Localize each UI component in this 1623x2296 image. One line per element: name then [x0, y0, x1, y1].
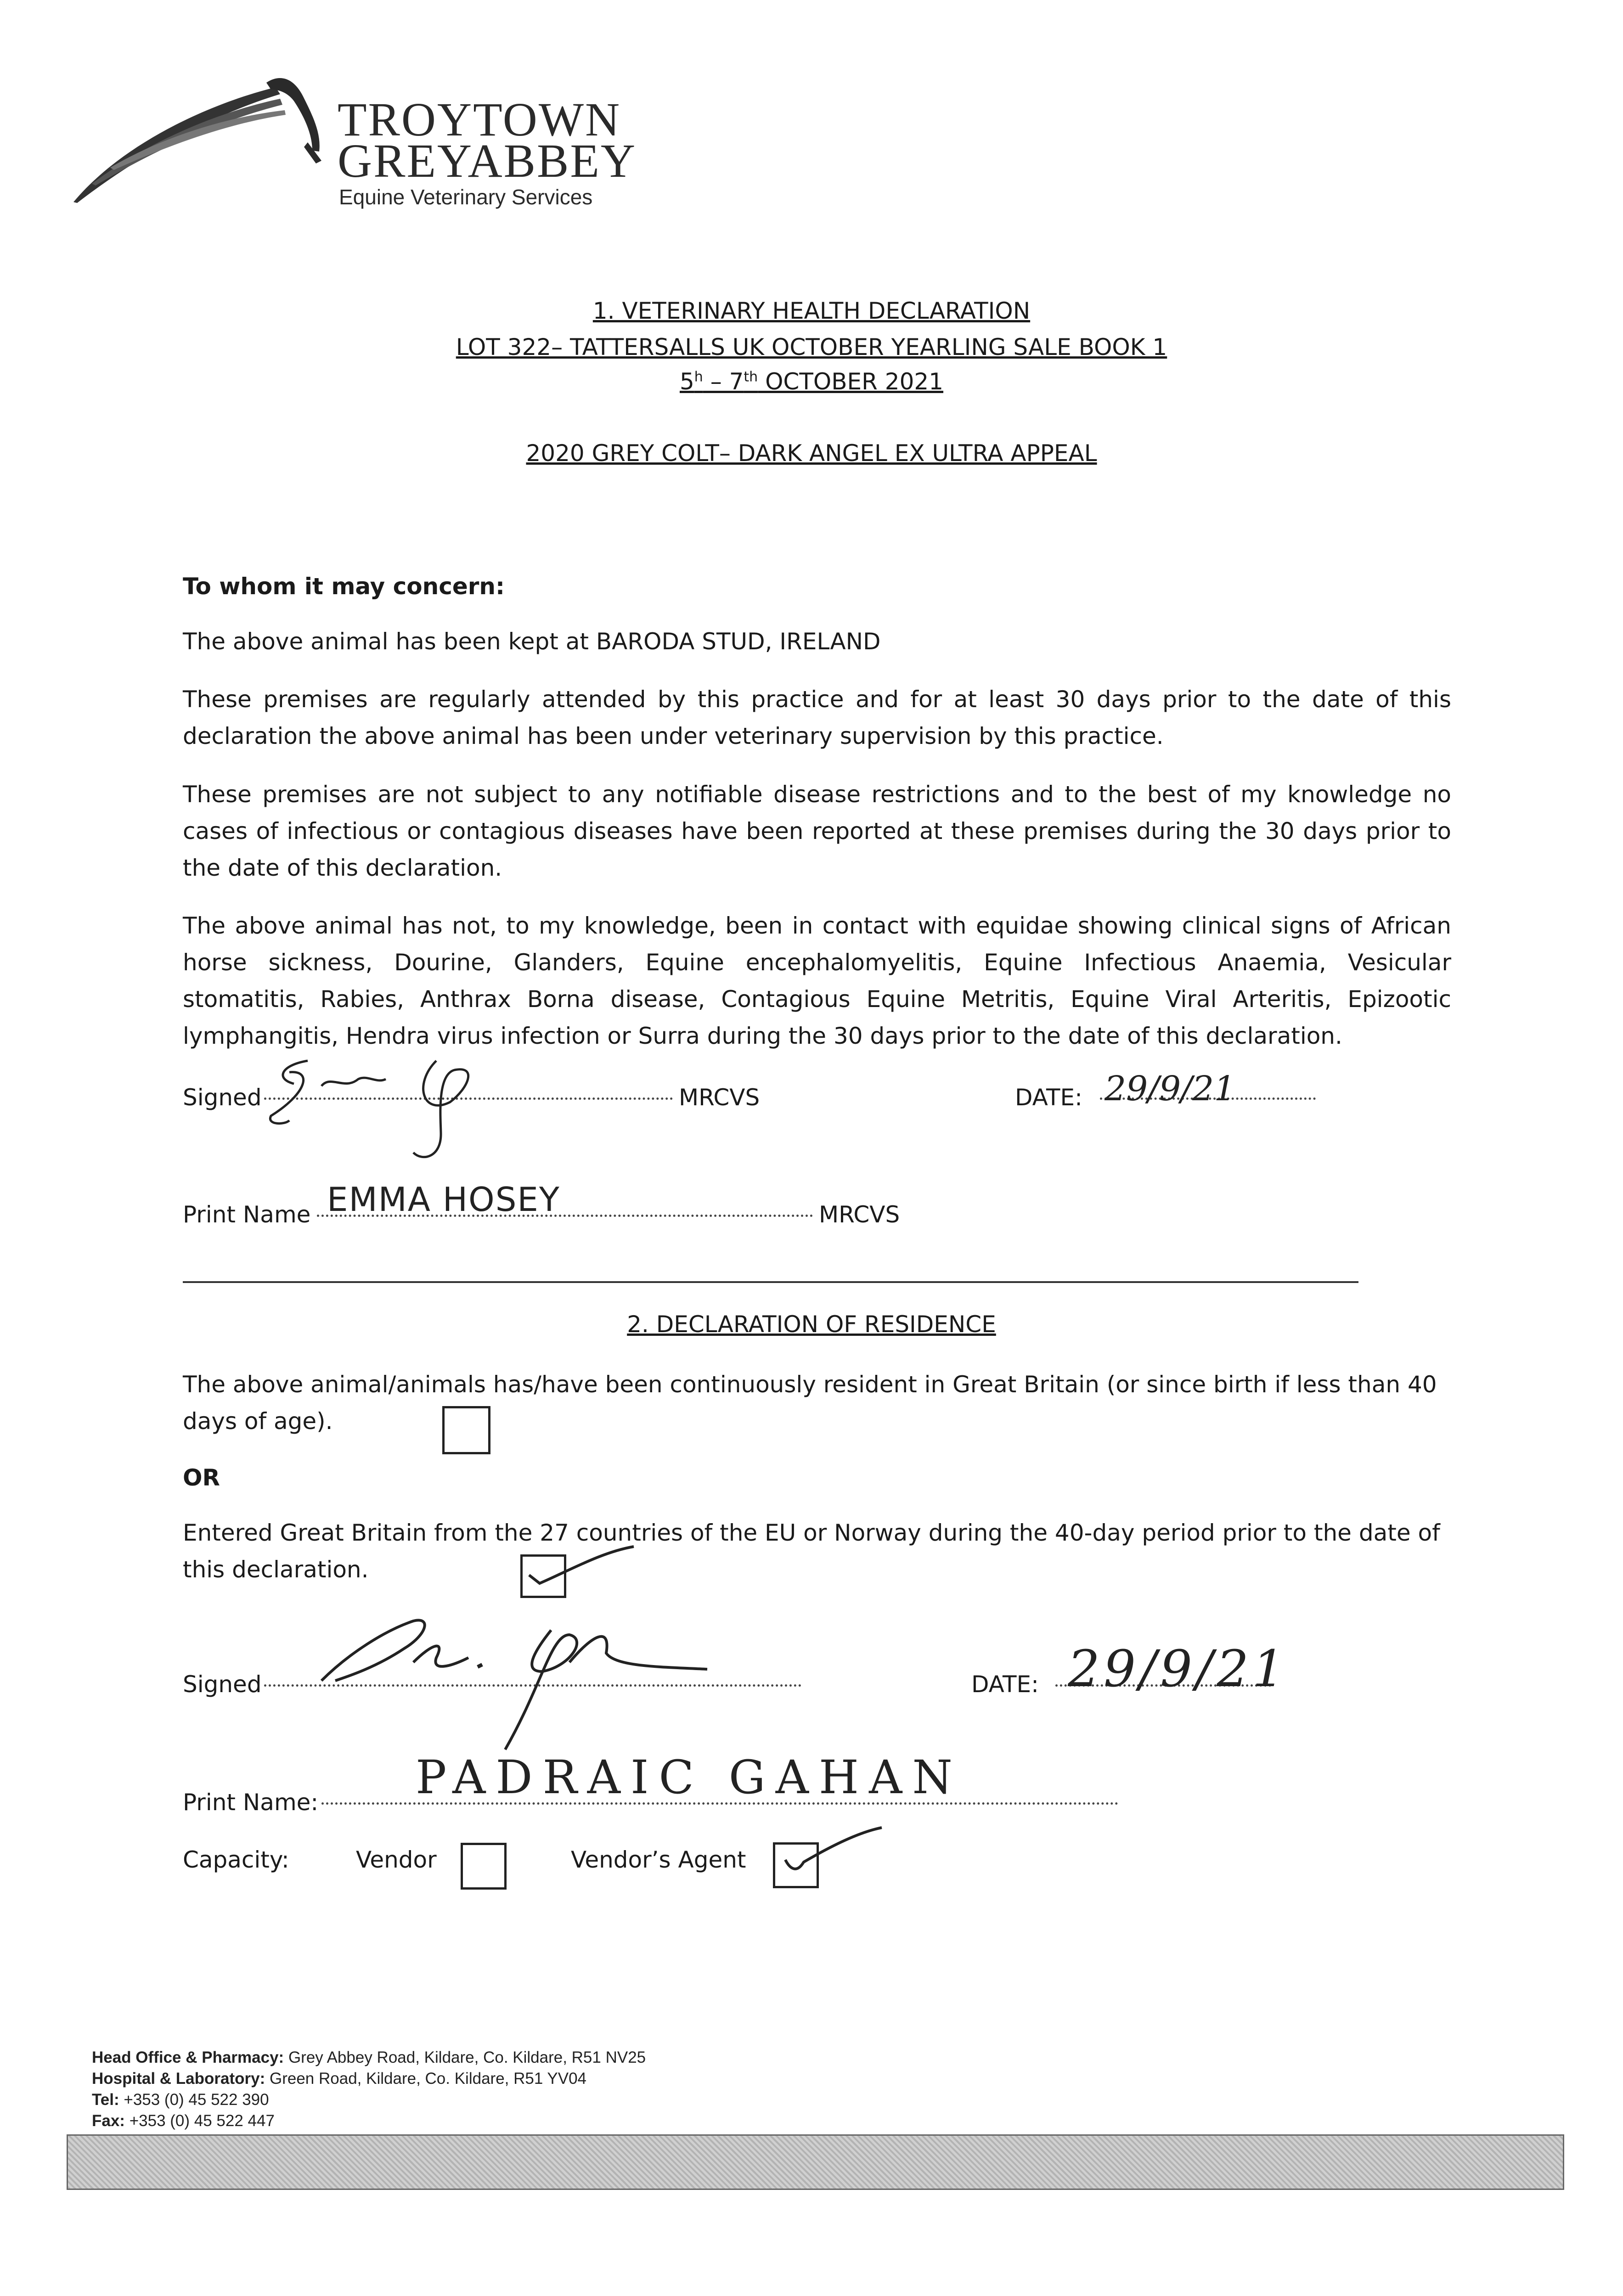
vendor-agent-checkmark-icon: [776, 1823, 886, 1883]
vet-print-mrcvs-label: MRCVS: [819, 1201, 900, 1228]
vendor-signature-mark: [294, 1603, 753, 1759]
vet-signature-mark: [239, 1047, 524, 1166]
resident-checkbox[interactable]: [442, 1406, 490, 1454]
salutation: To whom it may concern:: [183, 573, 505, 600]
vet-print-name-value: EMMA HOSEY: [327, 1180, 560, 1219]
restrictions-paragraph: These premises are not subject to any notifiable disease restrictions and to the best of my knowledge no cases of infectious or contagious diseases have been reported at these premises during the 30 days prior to the date of this declaration.: [183, 781, 1451, 881]
footer-band: [67, 2134, 1564, 2190]
kept-at-paragraph: The above animal has been kept at BARODA STUD, IRELAND: [183, 628, 881, 655]
vendor-date-label: DATE:: [971, 1671, 1039, 1698]
or-label: OR: [183, 1464, 220, 1491]
footer-address-block: [92, 2047, 646, 2132]
capacity-label: Capacity:: [183, 1846, 289, 1873]
practice-logo: [64, 69, 643, 220]
vendor-agent-option-label: Vendor’s Agent: [571, 1846, 746, 1873]
entered-checkmark-icon: [519, 1543, 638, 1598]
vet-mrcvs-label: MRCVS: [679, 1084, 760, 1111]
vendor-signed-label: Signed: [183, 1671, 262, 1698]
section-divider: [183, 1281, 1358, 1283]
residence-title: 2. DECLARATION OF RESIDENCE: [627, 1311, 996, 1338]
logo-tagline: Equine Veterinary Services: [339, 185, 593, 209]
diseases-paragraph: The above animal has not, to my knowledge, been in contact with equidae showing clinical signs of African horse sickness, Dourine, Glanders, Equine encephalomyelitis, Equine Infectious Anaemia, Vesicular stomatitis, Rabies, Anthrax Borna disease, Contagious Equine Metritis, Equine Viral Arteritis, Epizootic lymphangitis, Hendra virus infection or Surra during the 30 days prior to the date of this declaration.: [183, 912, 1451, 1049]
vet-date-value: 29/9/21: [1105, 1069, 1236, 1109]
lot-heading: LOT 322– TATTERSALLS UK OCTOBER YEARLING SALE BOOK 1: [456, 334, 1167, 360]
logo-line-greyabbey: GREYABBEY: [338, 135, 637, 187]
vendor-date-value: 29/9/21: [1068, 1639, 1289, 1698]
declaration-title: 1. VETERINARY HEALTH DECLARATION: [592, 298, 1031, 324]
vendor-print-name-value: PADRAIC GAHAN: [416, 1750, 963, 1804]
footer-head-office: Head Office & Pharmacy: Grey Abbey Road, Kildare, Co. Kildare, R51 NV25: [92, 2048, 646, 2066]
sale-dates-heading: 5$^h$ – 7th OCTOBER 2021: [679, 368, 944, 395]
logo-line-troytown: TROYTOWN: [338, 93, 621, 146]
vet-print-name-label: Print Name: [183, 1201, 311, 1228]
footer-hospital: Hospital & Laboratory: Green Road, Kildare, Co. Kildare, R51 YV04: [92, 2070, 587, 2088]
vendor-option-label: Vendor: [356, 1846, 437, 1873]
horse-heading: 2020 GREY COLT– DARK ANGEL EX ULTRA APPEAL: [526, 440, 1097, 467]
vet-date-label: DATE:: [1015, 1084, 1082, 1111]
supervision-paragraph: These premises are regularly attended by this practice and for at least 30 days prior to the date of this declaration the above animal has been under veterinary supervision by this practice.: [183, 686, 1451, 749]
vendor-checkbox[interactable]: [461, 1843, 507, 1890]
horse-head-swoosh-icon: [64, 69, 321, 207]
vendor-print-name-label: Print Name:: [183, 1789, 319, 1816]
footer-fax: Fax: +353 (0) 45 522 447: [92, 2112, 275, 2130]
footer-tel: Tel: +353 (0) 45 522 390: [92, 2091, 269, 2109]
vet-signed-label: Signed: [183, 1084, 262, 1111]
entered-option-text: Entered Great Britain from the 27 countries of the EU or Norway during the 40-day period prior to the date of this declaration.: [183, 1519, 1440, 1583]
resident-option-text: The above animal/animals has/have been continuously resident in Great Britain (or since birth if less than 40 days of age).: [183, 1371, 1437, 1435]
